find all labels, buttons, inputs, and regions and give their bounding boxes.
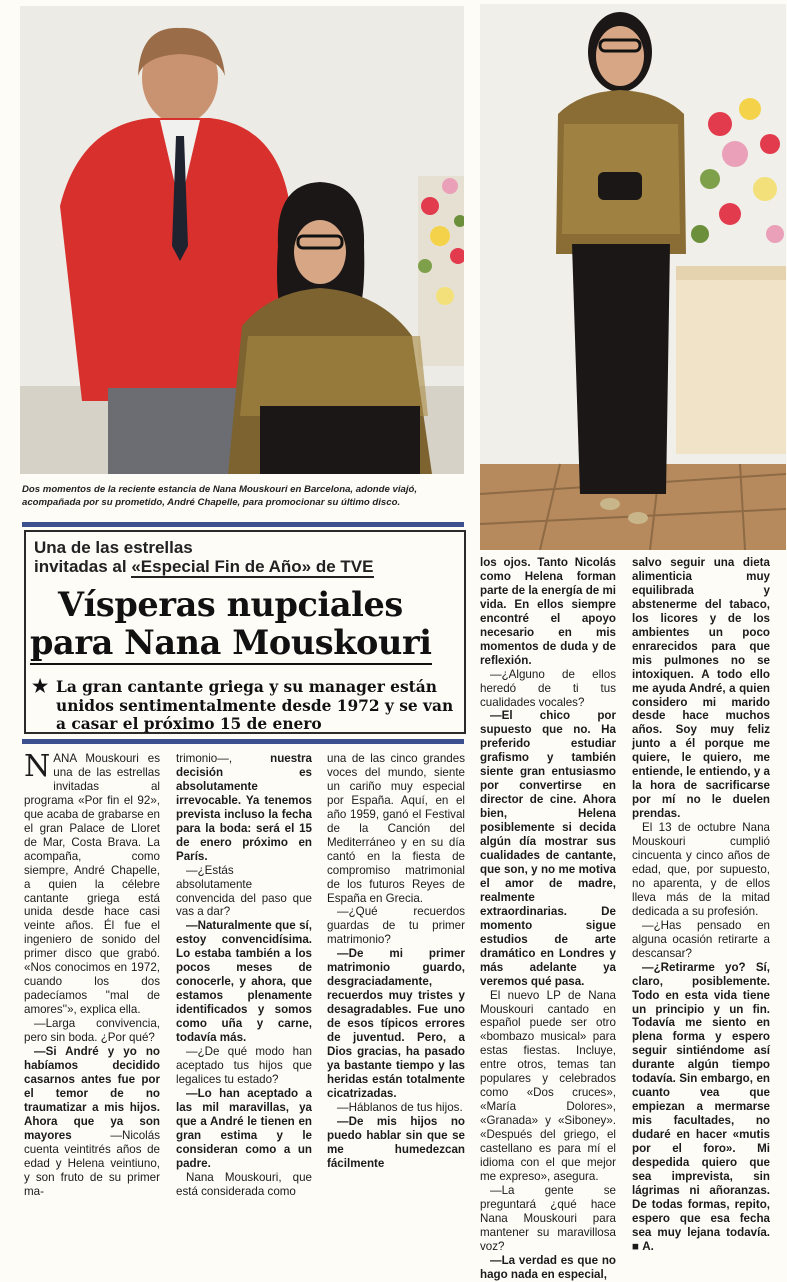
paragraph: [176, 1087, 312, 1171]
photo-couple: [20, 6, 464, 474]
kicker-line-2-underlined: «Especial Fin de Año» de TVE: [131, 557, 374, 576]
paragraph: una de las cinco grandes voces del mundo, siente un cariño muy especial por España. Aquí, en el año 1959, ganó el Festival de la Canción del Mediterráneo y en su día cantó en la fiesta de compromiso matrimonial de los futuros Reyes de España en Grecia.: [327, 752, 465, 905]
dropcap: N: [24, 749, 51, 784]
paragraph-text: trimonio—,: [176, 752, 271, 765]
bold-answer: —La verdad es que no hago nada en especial,: [480, 1253, 616, 1281]
paragraph: —¿Has pensado en alguna ocasión retirarte a descansar?: [632, 918, 770, 960]
headline-line-2-text: para Nana Mouskouri: [30, 623, 432, 665]
paragraph: [327, 947, 465, 1100]
headline: [30, 586, 460, 662]
paragraph: [176, 919, 312, 1045]
bold-answer: los ojos. Tanto Nicolás como Helena forman parte de la energía de mi vida. En ellos siempre encontré el apoyo necesario en mis momentos de duda y de reflexión.: [480, 556, 616, 667]
bold-answer: —Naturalmente que sí, estoy convencidísima. Lo estaba también a los pocos meses de conocerle, y ahora, que estamos plenamente identificados y somos como uña y carne, todavía más.: [176, 919, 312, 1045]
paragraph: [480, 709, 616, 988]
kicker-line-1: Una de las estrellas: [34, 538, 193, 557]
paragraph: [632, 556, 770, 821]
paragraph: —¿Alguno de ellos heredó de ti tus cualidades vocales?: [480, 667, 616, 709]
paragraph: [480, 556, 616, 668]
paragraph: [327, 1115, 465, 1171]
headline-line-2: [30, 624, 460, 662]
bold-answer: —Si André y yo no habíamos decidido casarnos antes fue por el temor de no traumatizar a mis hijos. Ahora que ya son mayores: [24, 1045, 160, 1142]
paragraph: —¿Estás absolutamente convencida del paso que vas a dar?: [176, 863, 312, 919]
paragraph: [24, 1045, 160, 1198]
article-column-3: [327, 752, 465, 1171]
paragraph: [176, 752, 312, 864]
bottom-rule: [22, 739, 464, 744]
bold-answer: —De mis hijos no puedo hablar sin que se me humedezcan fácilmente: [327, 1114, 465, 1170]
kicker: [34, 538, 454, 576]
end-mark-icon: ■: [632, 1239, 640, 1253]
paragraph: El 13 de octubre Nana Mouskouri cumplió cincuenta y cinco años de edad, que, por supuesto, no aparenta, y de ellos lleva más de la mitad dedicada a su profesión.: [632, 821, 770, 918]
article-column-1: [24, 749, 160, 1199]
paragraph: El nuevo LP de Nana Mouskouri cantado en español puede ser otro «bombazo musical» para estas fiestas. Incluye, entre otros, temas tan populares y celebrados como «Dos cruces», «María Dolores», «Granada» y «Siboney». «Después del griego, el castellano es para mí el idioma con el que mejor me expreso», asegura.: [480, 988, 616, 1183]
top-rule: [22, 522, 464, 527]
paragraph: —La gente se preguntará ¿qué hace Nana Mouskouri para mantener su maravillosa voz?: [480, 1183, 616, 1253]
bold-answer: salvo seguir una dieta alimenticia muy equilibrada y abstenerme del tabaco, los licores y de los ambientes un poco enrarecidos para que mis pulmones no se intoxiquen. A todo ello me ayuda André, a quien considero mi marido desde hace muchos años. Soy muy feliz junto a él porque me quiere, le quiero, me entiende, le entiendo, y a la hora de sacrificarse por mí no le duelen prendas.: [632, 556, 770, 821]
kicker-line-2: [34, 557, 454, 576]
bold-answer: nuestra decisión es absolutamente irrevocable. Ya tenemos prevista incluso la fecha para la boda: será el 15 de enero próximo en París.: [176, 752, 312, 863]
subhead: [32, 678, 462, 734]
paragraph: —¿Qué recuerdos guardas de tu primer matrimonio?: [327, 905, 465, 947]
kicker-line-2-plain: invitadas al: [34, 557, 132, 576]
paragraph: [632, 961, 770, 1254]
photo-caption: Dos momentos de la reciente estancia de Nana Mouskouri en Barcelona, adonde viajó, acompañada por su prometido, André Chapelle, para promocionar su último disco.: [22, 484, 418, 508]
paragraph: [24, 749, 160, 1017]
bold-answer: —¿Retirarme yo? Sí, claro, posiblemente. Todo en esta vida tiene un principio y un fin. Todavía me siento en plena forma y espero seguir sintiéndome así durante algún tiempo todavía. Sin embargo, en cuanto vea que empiezan a mermarse mis facultades, no dudaré en hacer «mutis por el foro». Mi despedida quiero que sea imprevista, sin lágrimas ni añoranzas. De todas formas, repito, espero que esa fecha sea muy lejana todavía.: [632, 960, 770, 1239]
paragraph: —Háblanos de tus hijos.: [337, 1100, 463, 1114]
paragraph: [480, 1254, 616, 1282]
subhead-text: La gran cantante griega y su manager están unidos sentimentalmente desde 1972 y se van a casar el próximo 15 de enero: [56, 678, 454, 733]
article-column-5: [632, 556, 770, 1254]
headline-line-1: Vísperas nupciales: [58, 585, 403, 624]
star-icon: ★: [32, 676, 49, 697]
bold-answer: —De mi primer matrimonio guardo, desgraciadamente, recuerdos muy tristes y desagradables. Fue uno de esos típicos errores de juventud. Pero, a Dios gracias, ha pasado ya bastante tiempo y las heridas están totalmente cicatrizadas.: [327, 947, 465, 1100]
paragraph: —Larga convivencia, pero sin boda. ¿Por qué?: [24, 1017, 160, 1045]
paragraph: Nana Mouskouri, que está considerada como: [176, 1170, 312, 1198]
paragraph-text: —Nicolás cuenta veintitrés años de edad y Helena veintiuno, y son fruto de su primer ma-: [24, 1128, 160, 1198]
paragraph-text: ANA Mouskouri es una de las estrellas invitadas al programa «Por fin el 92», que acaba de grabarse en el gran Palace de Lloret de Mar, Costa Brava. La acompaña, como siempre, André Chapelle, a quien la célebre cantante griega está unida desde hace casi veinte años. Él fue el ingeniero de sonido del primer disco que grabó. «Nos conocimos en 1972, cuando los dos padecíamos ''mal de amores''», explica ella.: [24, 752, 160, 1017]
paragraph: —¿De qué modo han aceptado tus hijos que legalices tu estado?: [176, 1045, 312, 1086]
author-signature: A.: [642, 1239, 654, 1253]
bold-answer: —Lo han aceptado a las mil maravillas, ya que a André le tienen en gran estima y le consideran como a un padre.: [176, 1086, 312, 1170]
article-column-2: [176, 752, 312, 1199]
photo-standing: [480, 4, 786, 550]
article-column-4: [480, 556, 616, 1282]
bold-answer: —El chico por supuesto que no. Ha preferido estudiar grafismo y también siente gran entusiasmo por convertirse en director de cine. Ahora bien, Helena posiblemente si decida algún día mostrar sus cualidades de cantante, que son, y no me motiva el amor de madre, realmente extraordinarias. De momento sigue estudios de arte dramático en Londres y más adelante ya veremos qué pasa.: [480, 709, 616, 988]
